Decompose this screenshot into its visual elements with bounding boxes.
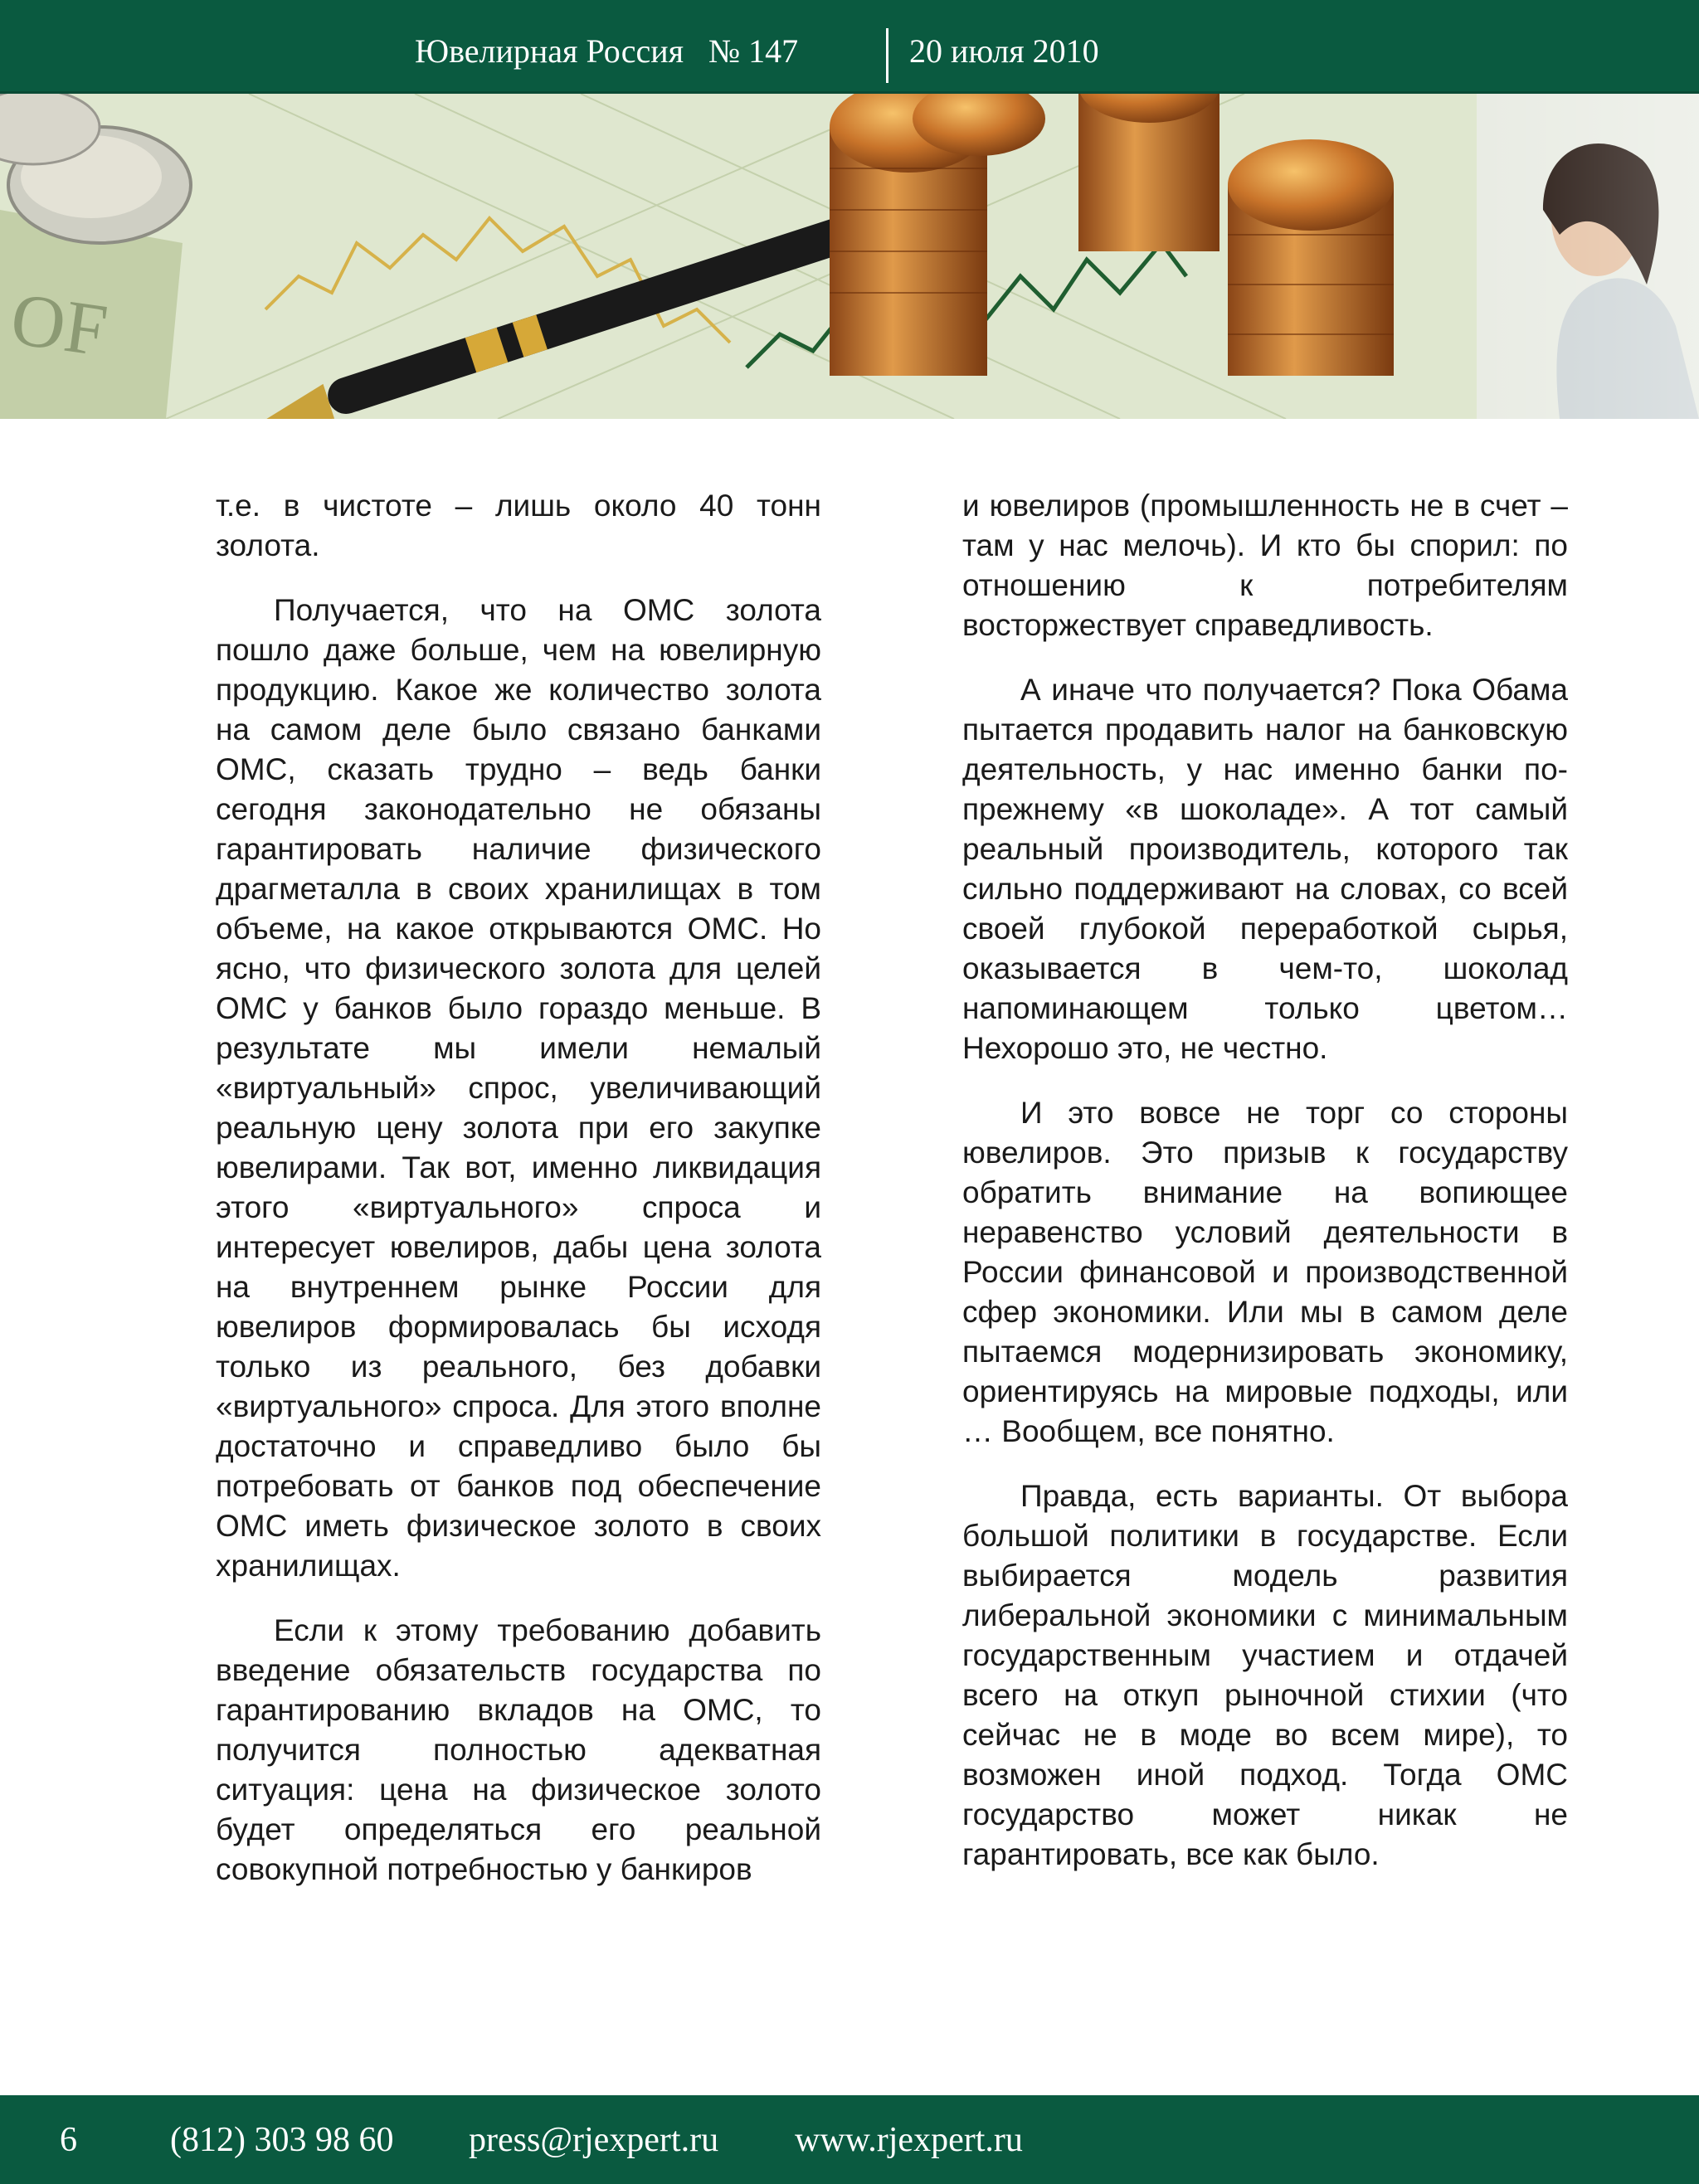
footer-phone: (812) 303 98 60: [170, 2121, 394, 2159]
paragraph: И это вовсе не торг со стороны ювелиров. Это призыв к государству обратить внимание на вопиющее неравенство условий деятельности в России финансовой и производственной сфер экономики. Или мы в самом деле пытаемся модернизировать экономику, ориентируясь на мировые подходы, или … Вообщем, все понятно.: [962, 1096, 1568, 1448]
right-column: [962, 486, 1568, 1899]
header-divider: [886, 28, 888, 83]
paragraph: Правда, есть варианты. От выбора большой политики в государстве. Если выбирается модель развития либеральной экономики с минимальным государственным участием и отдачей всего на откуп рыночной стихии (что сейчас не в моде во всем мире), то возможен иной подход. Тогда ОМС государство может никак не гарантировать, все как было.: [962, 1479, 1568, 1871]
footer-website[interactable]: www.rjexpert.ru: [795, 2121, 1023, 2159]
footer-email[interactable]: press@rjexpert.ru: [469, 2121, 719, 2159]
left-column: [216, 486, 821, 1914]
issue-number: № 147: [708, 32, 799, 70]
paragraph: и ювелиров (промышленность не в счет – там у нас мелочь). И кто бы спорил: по отношению к потребителям восторжествует справедливость.: [962, 489, 1568, 642]
page-number: 6: [60, 2121, 77, 2159]
footer-bar: [0, 2095, 1699, 2184]
svg-text:OF: OF: [6, 277, 112, 372]
publication-name: Ювелирная Россия: [415, 32, 684, 70]
paragraph: Получается, что на ОМС золота пошло даже больше, чем на ювелирную продукцию. Какое же количество золота на самом деле было связано банками ОМС, сказать трудно – ведь банки сегодня законодательно не обязаны гарантировать наличие физического драгметалла в своих хранилищах в том объеме, на какое открываются ОМС. Но ясно, что физического золота для целей ОМС у банков было гораздо меньше. В результате мы имели немалый «виртуальный» спрос, увеличивающий реальную цену золота при его закупке ювелирами. Так вот, именно ликвидация этого «виртуального» спроса и интересует ювелиров, дабы цена золота на внутреннем рынке России для ювелиров формировалась бы исходя только из реального, без добавки «виртуального» спроса. Для этого вполне достаточно и справедливо было бы потребовать от банков под обеспечение ОМС иметь физическое золото в своих хранилищах.: [216, 593, 821, 1583]
banner-image: [0, 94, 1699, 419]
banner-illustration: [0, 94, 1699, 419]
issue-date: 20 июля 2010: [909, 32, 1099, 70]
paragraph: А иначе что получается? Пока Обама пытается продавить налог на банковскую деятельность, у нас именно банки по-прежнему «в шоколаде». А тот самый реальный производитель, которого так сильно поддерживают на словах, со всей своей глубокой переработкой сырья, оказывается в чем-то, шоколад напоминающем только цветом… Нехорошо это, не честно.: [962, 673, 1568, 1065]
header-bar: [0, 0, 1699, 94]
paragraph: т.е. в чистоте – лишь около 40 тонн золота.: [216, 489, 821, 562]
publication-title: [415, 32, 798, 71]
paragraph: Если к этому требованию добавить введение обязательств государства по гарантированию вкладов на ОМС, то получится полностью адекватная ситуация: цена на физическое золото будет определяться его реальной совокупной потребностью у банкиров: [216, 1613, 821, 1886]
